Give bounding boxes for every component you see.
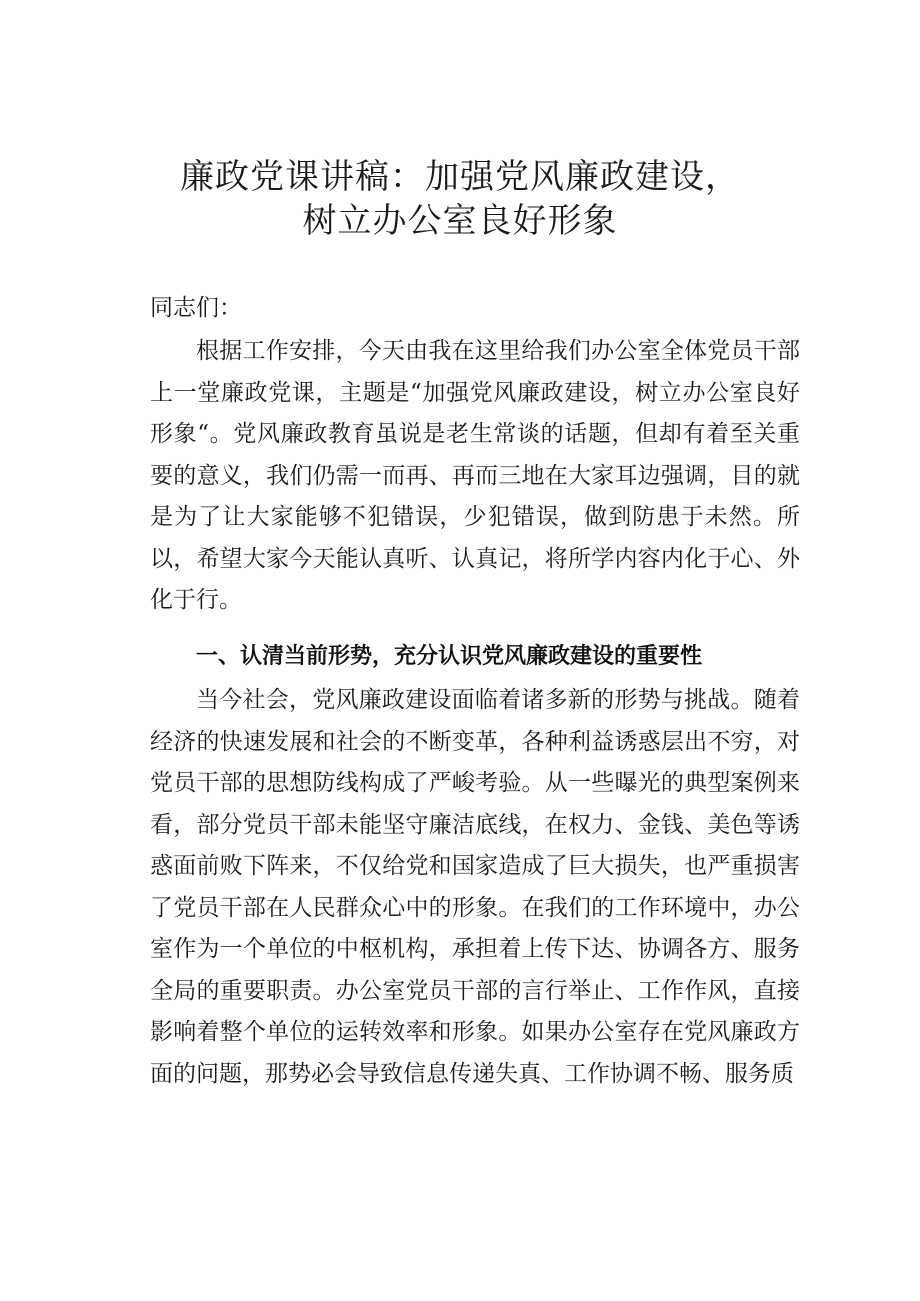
document-title-line1: 廉政党课讲稿：加强党风廉政建设， [180, 157, 740, 197]
document-title-line2: 树立办公室良好形象 [302, 201, 618, 241]
paragraph-intro: 根据工作安排，今天由我在这里给我们办公室全体党员干部上一堂廉政党课，主题是“加强党风廉政建设，树立办公室良好形象“。党风廉政教育虽说是老生常谈的话题，但却有着至关重要的意义，我们仍需一而再、再而三地在大家耳边强调，目的就是为了让大家能够不犯错误，少犯错误，做到防患于未然。所以，希望大家今天能认真听、认真记，将所学内容内化于心、外化于行。 [150, 338, 800, 613]
section-heading-1: 一、认清当前形势，充分认识党风廉政建设的重要性 [196, 644, 703, 669]
salutation: 同志们： [150, 295, 242, 321]
paragraph-situation: 当今社会，党风廉政建设面临着诸多新的形势与挑战。随着经济的快速发展和社会的不断变革，各种利益诱惑层出不穷，对党员干部的思想防线构成了严峻考验。从一些曝光的典型案例来看，部分党员干部未能坚守廉洁底线，在权力、金钱、美色等诱惑面前败下阵来，不仅给党和国家造成了巨大损失，也严重损害了党员干部在人民群众心中的形象。在我们的工作环境中，办公室作为一个单位的中枢机构，承担着上传下达、协调各方、服务全局的重要职责。办公室党员干部的言行举止、工作作风，直接影响着整个单位的运转效率和形象。如果办公室存在党风廉政方面的问题，那势必会导致信息传递失真、工作协调不畅、服务质 [150, 687, 800, 1087]
